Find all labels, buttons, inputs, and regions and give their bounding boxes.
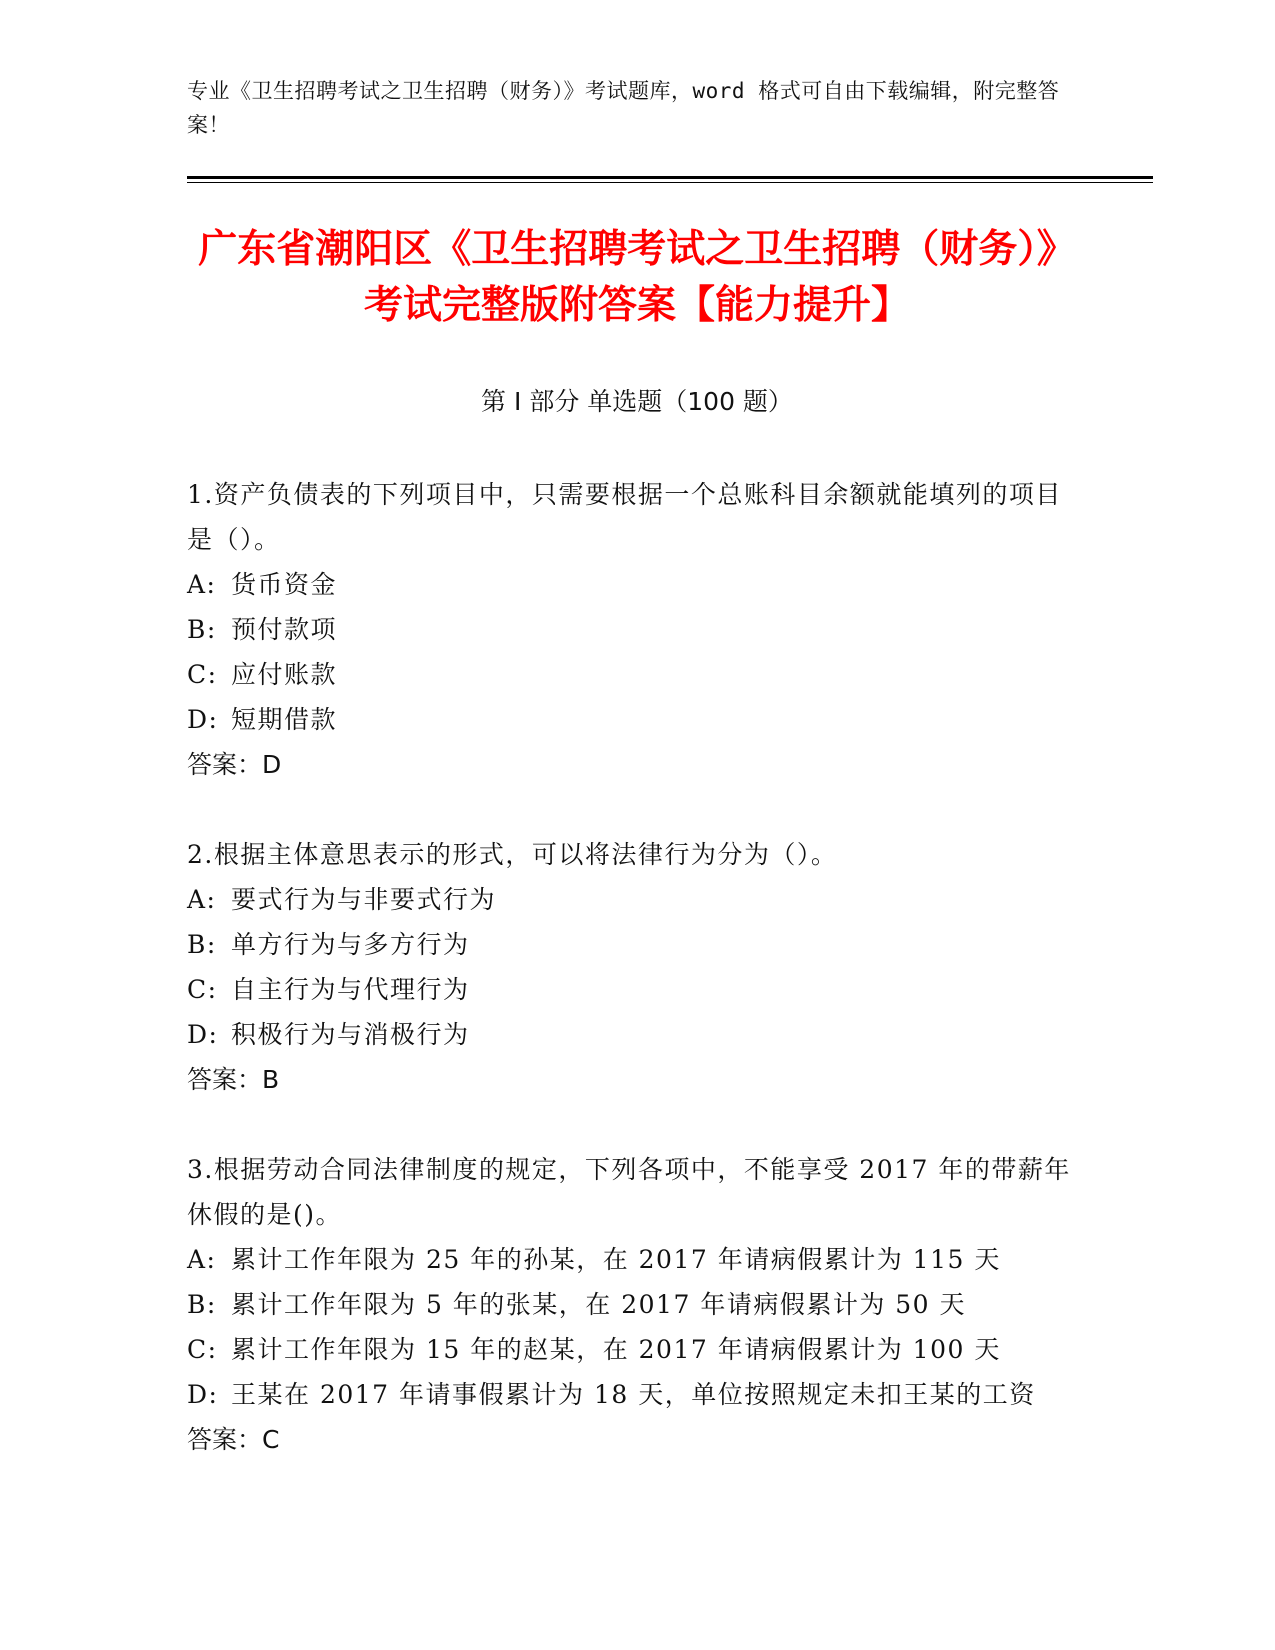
option-b: [187, 607, 1087, 652]
header-rule-thin: [187, 182, 1153, 183]
option-text: 短期借款: [231, 705, 338, 734]
answer-line: [187, 742, 1087, 787]
answer-label: 答案：: [187, 1425, 263, 1454]
option-text: 王某在 2017 年请事假累计为 18 天，单位按照规定未扣王某的工资: [231, 1380, 1036, 1409]
option-letter: A:: [187, 885, 217, 914]
option-c: [187, 967, 1087, 1012]
option-text: 积极行为与消极行为: [231, 1020, 470, 1049]
option-letter: B:: [187, 930, 217, 959]
option-b: [187, 922, 1087, 967]
question-2: [187, 832, 1087, 1102]
question-1: [187, 472, 1087, 787]
option-a: [187, 562, 1087, 607]
option-letter: C:: [187, 1335, 218, 1364]
header-rule-thick: [187, 176, 1153, 179]
option-letter: B:: [187, 615, 217, 644]
option-c: [187, 652, 1087, 697]
question-stem: 1.资产负债表的下列项目中，只需要根据一个总账科目余额就能填列的项目是（）。: [187, 480, 1062, 554]
answer-line: [187, 1057, 1087, 1102]
answer-line: [187, 1417, 1087, 1462]
option-a: [187, 877, 1087, 922]
answer-value: D: [262, 750, 282, 779]
header-note: 专业《卫生招聘考试之卫生招聘（财务）》考试题库，word 格式可自由下载编辑，附完整答案！: [187, 79, 1060, 137]
question-stem: 2.根据主体意思表示的形式，可以将法律行为分为（）。: [187, 840, 838, 869]
option-text: 要式行为与非要式行为: [231, 885, 497, 914]
option-text: 货币资金: [231, 570, 338, 599]
answer-label: 答案：: [187, 750, 263, 779]
answer-label: 答案：: [187, 1065, 263, 1094]
option-d: [187, 1012, 1087, 1057]
option-text: 累计工作年限为 15 年的赵某，在 2017 年请病假累计为 100 天: [231, 1335, 1001, 1364]
option-letter: C:: [187, 660, 218, 689]
question-stem: 3.根据劳动合同法律制度的规定，下列各项中，不能享受 2017 年的带薪年休假的是()。: [187, 1155, 1071, 1229]
question-3: [187, 1147, 1087, 1462]
option-d: [187, 1372, 1087, 1417]
option-b: [187, 1282, 1087, 1327]
option-text: 单方行为与多方行为: [231, 930, 470, 959]
option-letter: D:: [187, 1380, 219, 1409]
option-a: [187, 1237, 1087, 1282]
option-text: 累计工作年限为 25 年的孙某，在 2017 年请病假累计为 115 天: [231, 1245, 1001, 1274]
answer-value: C: [262, 1425, 280, 1454]
option-c: [187, 1327, 1087, 1372]
option-text: 应付账款: [231, 660, 338, 689]
option-text: 累计工作年限为 5 年的张某，在 2017 年请病假累计为 50 天: [231, 1290, 967, 1319]
option-letter: C:: [187, 975, 218, 1004]
option-letter: D:: [187, 1020, 219, 1049]
option-text: 自主行为与代理行为: [231, 975, 470, 1004]
option-text: 预付款项: [231, 615, 338, 644]
section-title: 第 I 部分 单选题（100 题）: [481, 387, 793, 416]
option-d: [187, 697, 1087, 742]
option-letter: A:: [187, 1245, 217, 1274]
option-letter: A:: [187, 570, 217, 599]
document-title: 广东省潮阳区《卫生招聘考试之卫生招聘（财务）》考试完整版附答案【能力提升】: [198, 227, 1076, 328]
answer-value: B: [262, 1065, 280, 1094]
option-letter: D:: [187, 705, 219, 734]
option-letter: B:: [187, 1290, 217, 1319]
